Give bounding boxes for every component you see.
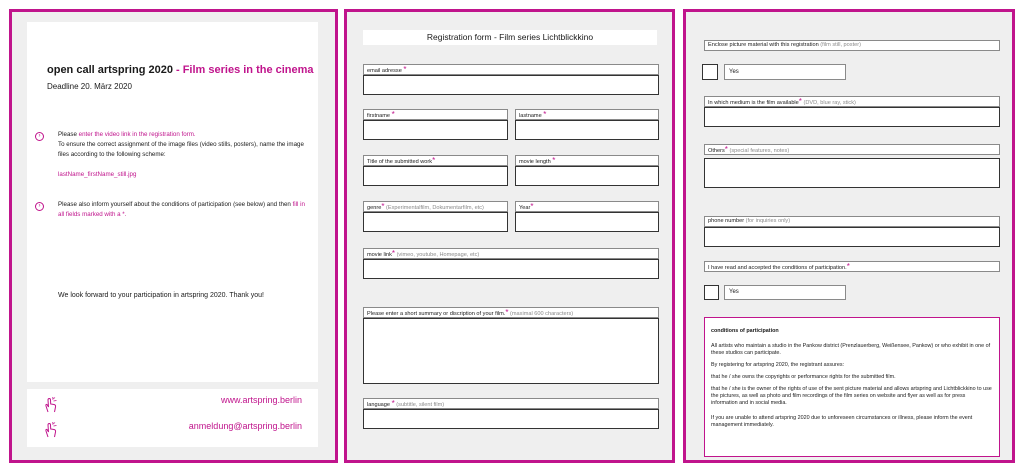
others-hint: (special features, notes) — [729, 148, 790, 154]
step1-text — [58, 130, 306, 160]
required-mark: * — [391, 249, 395, 258]
required-mark: * — [391, 399, 395, 408]
required-mark: * — [798, 97, 802, 106]
work-title-label — [363, 155, 508, 166]
step2-link[interactable]: fill in all fields marked with a *. — [58, 201, 305, 218]
summary-textarea[interactable] — [363, 318, 659, 384]
medium-label — [704, 96, 1000, 107]
step1-pre: Please — [58, 131, 79, 138]
conditions-paragraph: that he / she is the owner of the rights of use of the sent picture material and allows artspring and Lichtblickkino to use the pictures, as well as photo and film recordings of the film series on website and flyer as well as for press information and in social media. — [711, 386, 992, 406]
lastname-label-text: lastname — [519, 113, 542, 119]
lastname-label — [515, 109, 659, 120]
genre-hint: (Experimentalfilm, Dokumentarfilm, etc) — [386, 205, 484, 211]
required-mark: * — [724, 145, 728, 154]
phone-label-text: phone number — [708, 218, 745, 224]
intro-title — [47, 64, 314, 76]
link-input[interactable] — [363, 259, 659, 279]
enclose-checkbox[interactable] — [702, 64, 718, 80]
others-label — [704, 144, 1000, 155]
year-input[interactable] — [515, 212, 659, 232]
lastname-input[interactable] — [515, 120, 659, 140]
intro-panel — [9, 9, 338, 463]
required-mark: * — [552, 156, 556, 165]
email-label-text: email adresse — [367, 68, 402, 74]
intro-title-accent: - Film series in the cinema — [172, 64, 314, 76]
tap-hand-icon — [42, 397, 60, 413]
length-label — [515, 155, 659, 166]
work-title-input[interactable] — [363, 166, 508, 186]
year-label — [515, 201, 659, 212]
language-label-text: language — [367, 402, 391, 408]
form-continued-panel — [683, 9, 1015, 463]
filename-scheme: lastName_firstName_still.jpg — [58, 171, 137, 178]
website-link[interactable]: www.artspring.berlin — [220, 395, 302, 405]
conditions-paragraph: By registering for artspring 2020, the registrant assures: — [711, 362, 845, 368]
conditions-box — [704, 317, 1000, 457]
summary-label-text: Please enter a short summary or discription of your film. — [367, 311, 506, 317]
phone-input[interactable] — [704, 227, 1000, 247]
medium-hint: (DVD, blue ray, stick) — [803, 100, 856, 106]
firstname-label-text: firstname — [367, 113, 391, 119]
step2-body: Please also inform yourself about the conditions of participation (see below) and then — [58, 201, 293, 208]
email-link[interactable]: anmeldung@artspring.berlin — [188, 421, 302, 431]
genre-label — [363, 201, 508, 212]
step2-text — [58, 200, 308, 220]
contact-card — [27, 389, 318, 447]
summary-hint: (maximal 600 characters) — [510, 311, 574, 317]
email-input[interactable] — [363, 75, 659, 95]
link-label — [363, 248, 659, 259]
firstname-label — [363, 109, 508, 120]
email-label — [363, 64, 659, 75]
language-label — [363, 398, 659, 409]
conditions-heading: conditions of participation — [711, 328, 779, 334]
link-hint: (vimeo, youtube, Homepage, etc) — [396, 252, 480, 258]
step1-link[interactable]: enter the video link in the registration form. — [78, 131, 196, 138]
work-title-label-text: Title of the submitted work — [367, 159, 433, 165]
registration-form-panel — [344, 9, 675, 463]
required-mark: * — [381, 202, 385, 211]
required-mark: * — [403, 65, 407, 74]
accept-label-text: I have read and accepted the conditions of participation. — [708, 265, 847, 271]
required-mark: * — [543, 110, 547, 119]
phone-hint: (for inquiries only) — [745, 218, 791, 224]
tap-hand-icon — [42, 422, 60, 438]
genre-label-text: genre — [367, 205, 382, 211]
medium-label-text: In which medium is the film available — [708, 100, 799, 106]
step1-body: To ensure the correct assignment of the image files (video stills, posters), name the image files according to the following scheme: — [58, 141, 304, 158]
required-mark: * — [530, 202, 534, 211]
length-input[interactable] — [515, 166, 659, 186]
required-mark: * — [846, 262, 850, 271]
length-label-text: movie length — [519, 159, 551, 165]
enclose-yes-option[interactable]: Yes — [724, 64, 846, 80]
conditions-paragraph: If you are unable to attend artspring 2020 due to unforeseen circumstances or illness, please inform the event management immediately. — [711, 415, 973, 428]
accept-yes-option[interactable]: Yes — [724, 285, 846, 300]
required-mark: * — [391, 110, 395, 119]
accept-label — [704, 261, 1000, 272]
bullet-icon: › — [35, 132, 44, 141]
deadline: Deadline 20. März 2020 — [47, 82, 132, 91]
firstname-input[interactable] — [363, 120, 508, 140]
language-input[interactable] — [363, 409, 659, 429]
year-label-text: Year — [519, 205, 531, 211]
form-title: Registration form - Film series Lichtblickkino — [363, 30, 657, 45]
intro-title-main: open call artspring 2020 — [47, 64, 173, 76]
conditions-paragraph: that he / she owns the copyrights or performance rights for the submitted film. — [711, 374, 896, 380]
link-label-text: movie link — [367, 252, 392, 258]
enclose-label — [704, 40, 1000, 51]
enclose-hint: (film still, poster) — [820, 42, 861, 48]
medium-input[interactable] — [704, 107, 1000, 127]
phone-label — [704, 216, 1000, 227]
intro-card — [27, 22, 318, 382]
required-mark: * — [505, 308, 509, 317]
others-label-text: Others — [708, 148, 725, 154]
others-textarea[interactable] — [704, 158, 1000, 188]
summary-label — [363, 307, 659, 318]
genre-input[interactable] — [363, 212, 508, 232]
conditions-paragraph: All artists who maintain a studio in the Pankow district (Prenzlauerberg, Weißensee, Pankow) or who exhibit in one of these studios can participate. — [711, 343, 991, 356]
language-hint: (subtitle, silent film) — [396, 402, 445, 408]
thanks-text: We look forward to your participation in artspring 2020. Thank you! — [58, 292, 264, 299]
accept-checkbox[interactable] — [704, 285, 719, 300]
bullet-icon: › — [35, 202, 44, 211]
enclose-label-text: Enclose picture material with this registration — [708, 42, 819, 48]
required-mark: * — [432, 156, 436, 165]
